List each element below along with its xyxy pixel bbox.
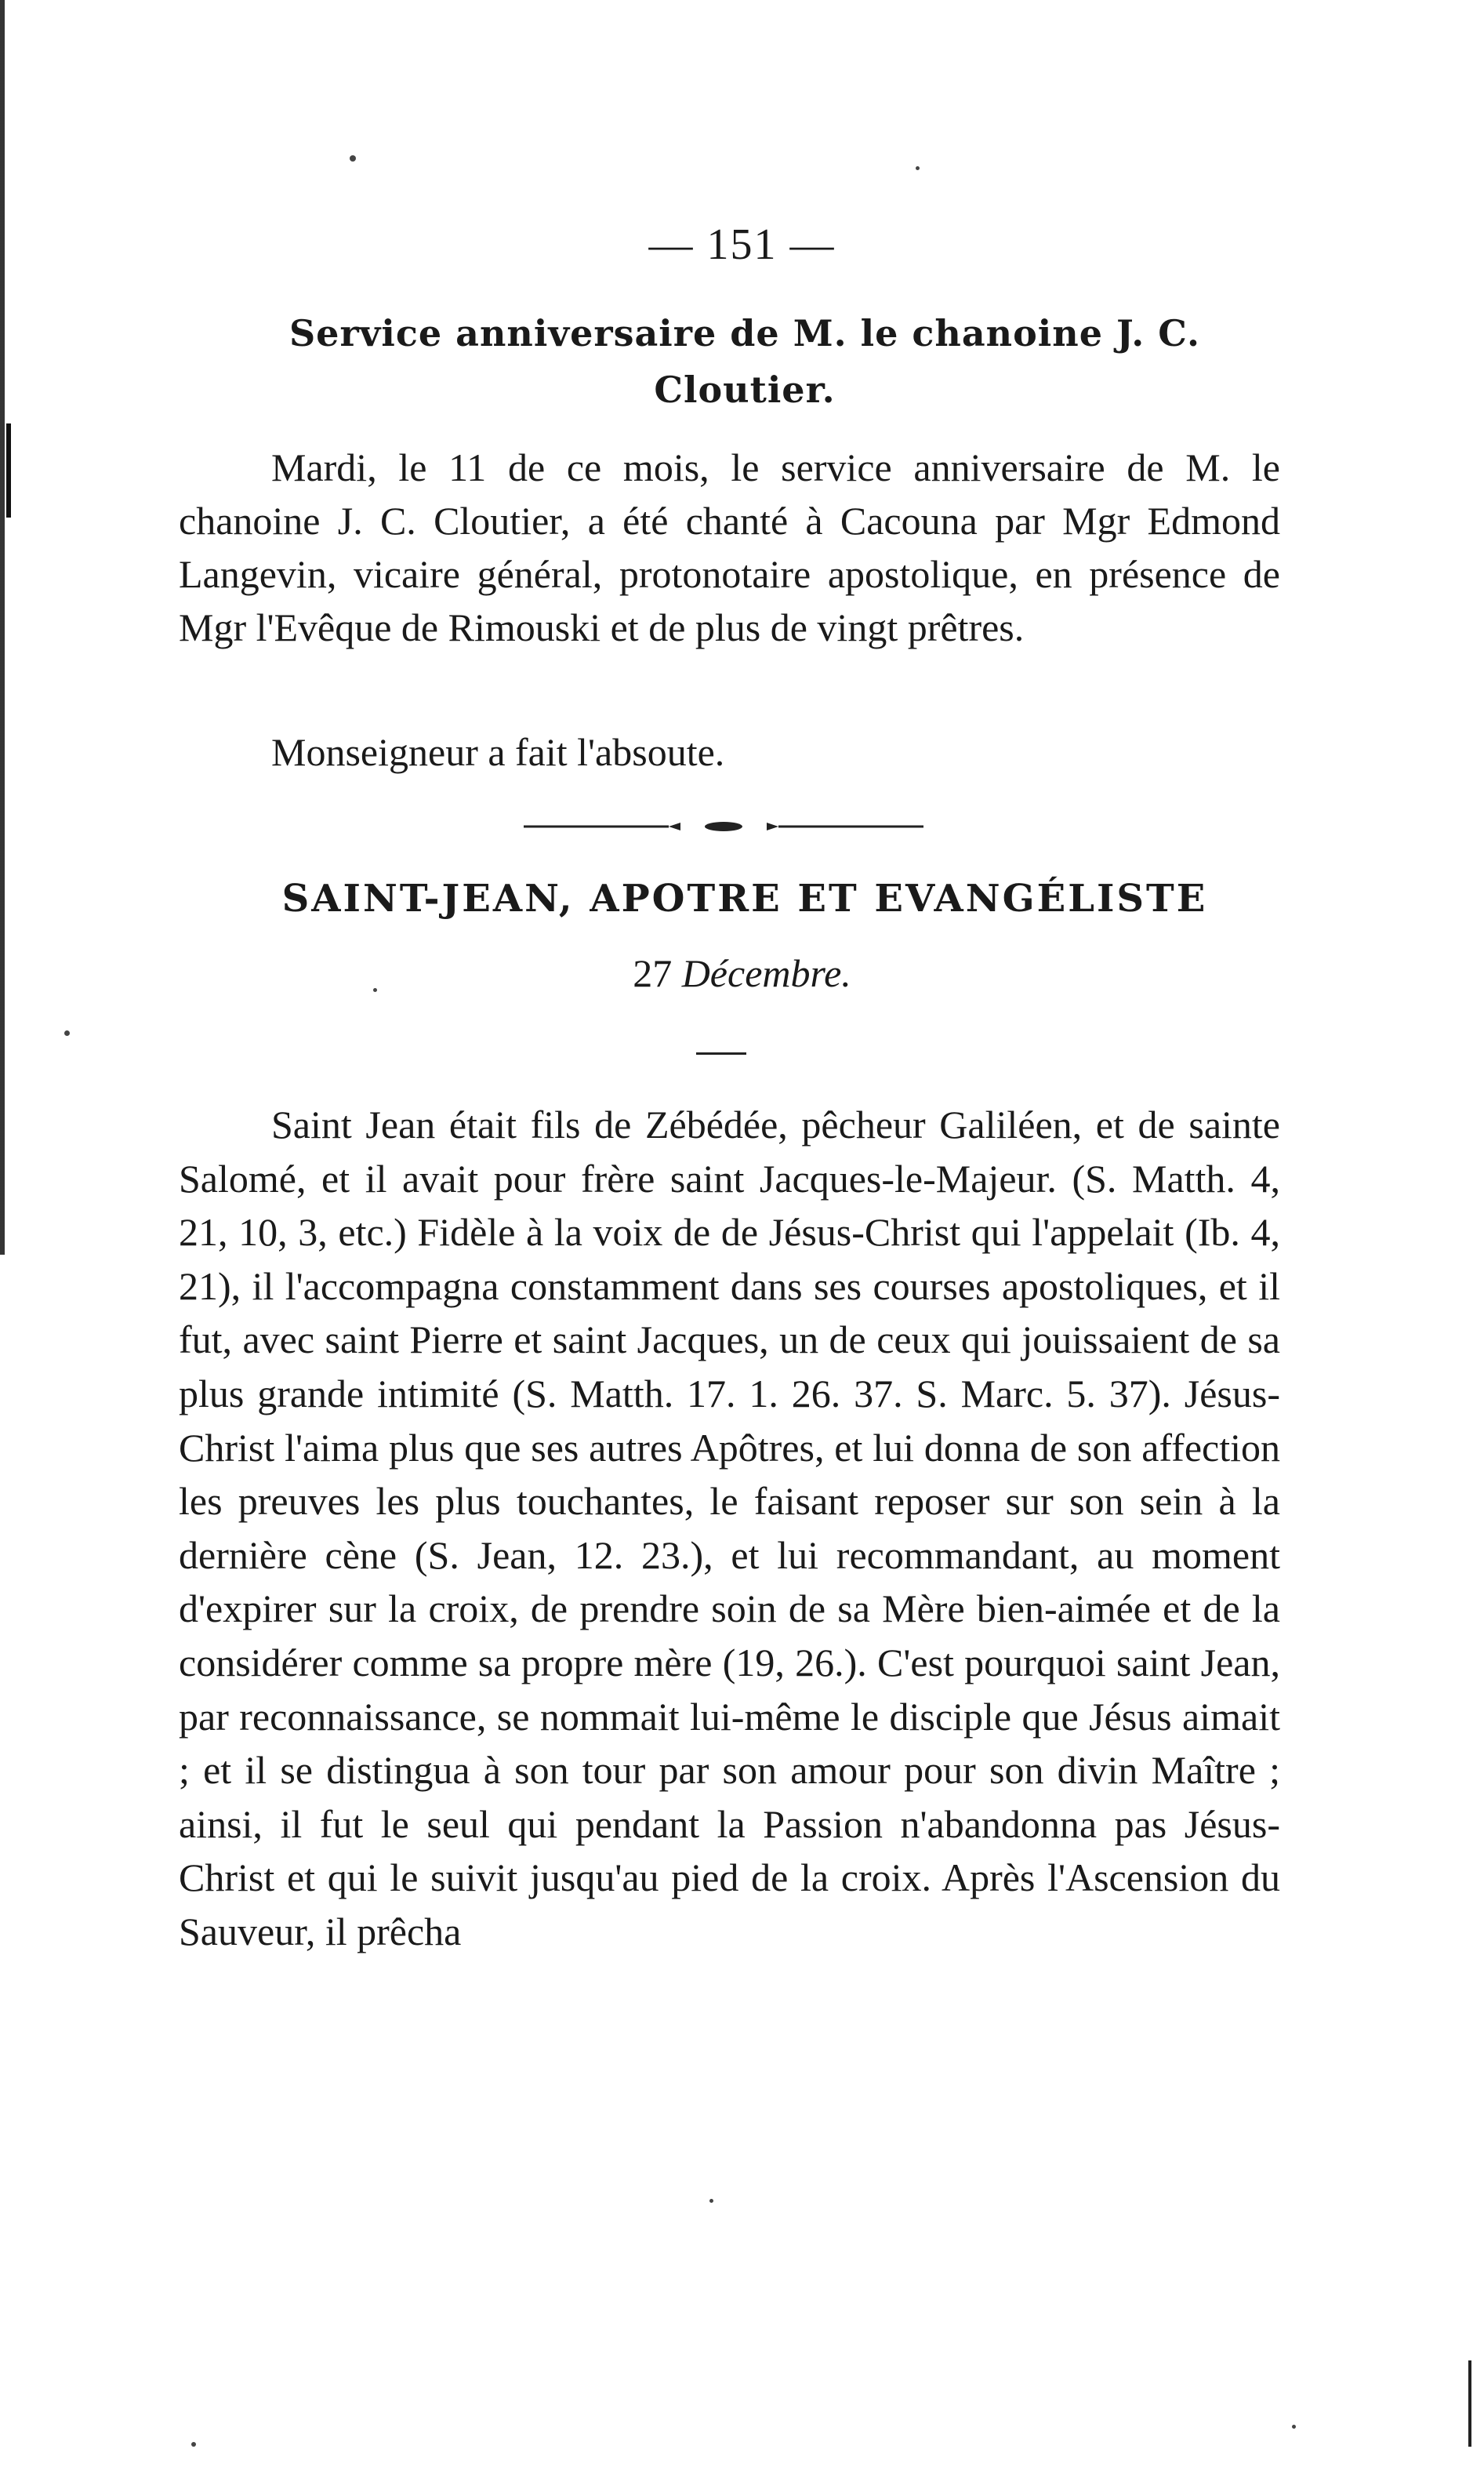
- section-heading-service-cont: Cloutier.: [654, 369, 836, 411]
- scan-speck: [1292, 2425, 1296, 2429]
- feast-date-day: 27: [633, 951, 673, 995]
- paragraph-saint-jean: Saint Jean était fils de Zébédée, pêcheur Galiléen, et de sainte Salomé, et il avait pour frère saint Jacques-le-Majeur. (S. Matth. 4, 21, 10, 3, etc.) Fidèle à la voix de de Jésus-Christ qui l'appelait (Ib. 4, 21), il l'accompagna constamment dans ses courses apostoliques, et il fut, avec saint Pierre et saint Jacques, un de ceux qui jouissaient de sa plus grande intimité (S. Matth. 17. 1. 26. 37. S. Marc. 5. 37). Jésus-Christ l'aima plus que ses autres Apôtres, et lui donna de son affection les preuves les plus touchantes, le faisant reposer sur son sein à la dernière cène (S. Jean, 12. 23.), et lui recommandant, au moment d'expirer sur la croix, de prendre soin de sa Mère bien-aimée et de la considérer comme sa propre mère (19, 26.). C'est pourquoi saint Jean, par reconnaissance, se nommait lui-même le disciple que Jésus aimait ; et il se distingua à son tour par son amour pour son divin Maître ; ainsi, il fut le seul qui pendant la Passion n'abandonna pas Jésus-Christ et qui le suivit jusqu'au pied de la croix. Après l'Ascension du Sauveur, il prêcha: [179, 1103, 1280, 1953]
- page-number: — 151 —: [648, 220, 836, 269]
- scan-edge-mark: [6, 423, 11, 518]
- scan-left-edge: [0, 0, 17, 1255]
- scan-speck: [709, 2199, 713, 2203]
- short-divider: [696, 1052, 746, 1055]
- ornamental-divider: [524, 820, 923, 833]
- scan-speck: [64, 1030, 70, 1036]
- section-heading-saint-jean: SAINT-JEAN, APOTRE ET EVANGÉLISTE: [281, 877, 1208, 921]
- scan-speck: [350, 155, 356, 162]
- paragraph-absoute: Monseigneur a fait l'absoute.: [271, 730, 725, 774]
- scan-speck: [191, 2442, 196, 2447]
- scan-speck: [916, 166, 920, 170]
- feast-date: [0, 950, 1484, 996]
- scan-edge-mark-right: [1468, 2360, 1471, 2447]
- feast-date-month: Décembre.: [681, 951, 851, 995]
- paragraph-service: Mardi, le 11 de ce mois, le service anniversaire de M. le chanoine J. C. Cloutier, a été chanté à Cacouna par Mgr Edmond Langevin, vicaire général, protonotaire apostolique, en présence de Mgr l'Evêque de Rimouski et de plus de vingt prêtres.: [179, 445, 1280, 649]
- section-heading-service: Service anniversaire de M. le chanoine J. C.: [288, 312, 1201, 354]
